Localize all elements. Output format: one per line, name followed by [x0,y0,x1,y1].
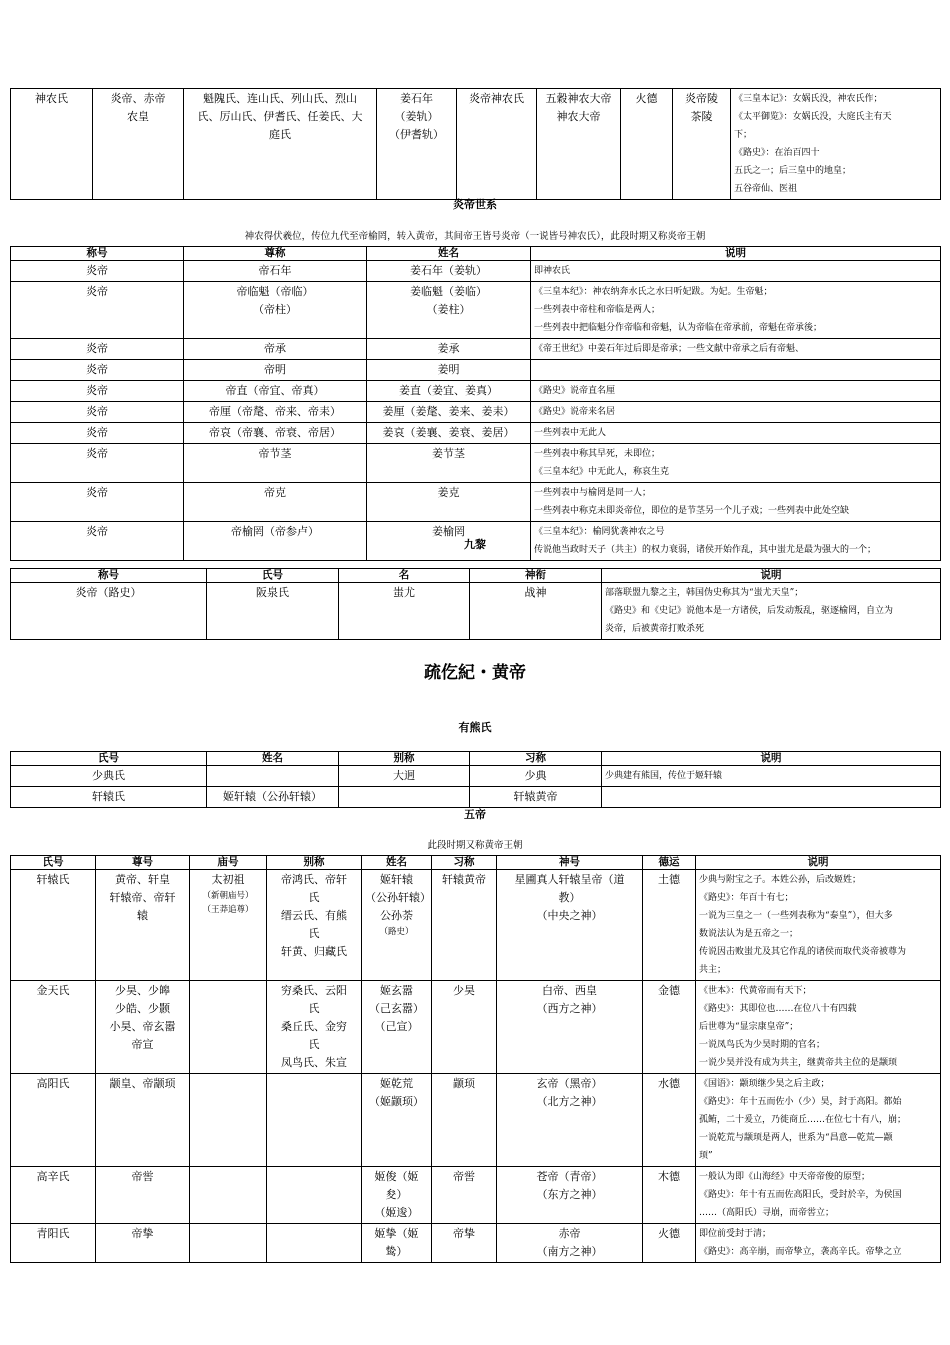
cell-note: 少典与附宝之子。本姓公孙，后改姬姓； 《路史》：年百十有七； 一说为三皇之一（一些列表称为“泰皇”），但大多 数说法认为是五帝之一； 传说因击败蚩尤及其它作乱的诸侯而取代炎帝被尊为 共主； [696,870,941,981]
cell-honorific: 帝厘（帝氂、帝来、帝耒） [184,402,367,423]
cell-honorific: 少昊、少皞 少皓、少颢 小昊、帝玄嚣 帝宣 [96,981,190,1074]
cell-note [602,787,941,808]
cell-note: 一些列表中与榆罔是同一人； 一些列表中称克未即炎帝位，即位的是节茎另一个儿子戏；一些列表中此处空缺 [531,483,941,522]
cell-common-name: 帝挚 [432,1224,497,1263]
column-header: 神衔 [470,569,602,583]
shennong-aliases: 魁隗氏、连山氏、列山氏、烈山 氏、厉山氏、伊耆氏、任姜氏、大 庭氏 [184,89,377,200]
table-row [11,282,941,339]
cell-alias: 穷桑氏、云阳 氏 桑丘氏、金穷 氏 凤鸟氏、朱宣 [267,981,362,1074]
cell-deity-title: 苍帝（青帝） （东方之神） [497,1167,643,1224]
cell-temple-name [190,1074,267,1167]
column-header: 姓名 [362,856,432,870]
cell-clan: 高阳氏 [11,1074,96,1167]
cell-honorific: 帝节茎 [184,444,367,483]
table-header-row [11,856,941,870]
table-row [11,766,941,787]
table-row [11,870,941,981]
cell-name: 姜哀（姜襄、姜衰、姜居） [367,423,531,444]
cell-note: 《路史》说帝直名厘 [531,381,941,402]
cell-name: 姜临魁（姜临） （姜柱） [367,282,531,339]
cell-honorific: 帝明 [184,360,367,381]
cell-note: 《世本》：代黄帝而有天下； 《路史》：其即位也……在位八十有四载 后世尊为“显宗康皇帝”； 一说凤鸟氏为少昊时期的官名； 一说少昊并没有成为共主，继黄帝共主位的是颛顼 [696,981,941,1074]
cell-note: 《国语》：颛顼继少昊之后主政； 《路史》：年十五而佐小（少）昊，封于高阳。都始 孤鲔，二十爰立，乃徙商丘……在位七十有八，崩； 一说乾荒与颛顼是两人，世系为“昌意—乾荒—颛 顼” [696,1074,941,1167]
column-header: 德运 [643,856,696,870]
shennong-note: 《三皇本记》：女娲氏没，神农氏作； 《太平御览》：女娲氏没，大庭氏主有天 下； 《路史》：在治百四十 五氏之一；后三皇中的地皇； 五谷帝仙、医祖 [731,89,941,200]
cell-note: 《三皇本纪》：神农纳奔水氏之水曰听妃跋。为妃。生帝魁； 一些列表中帝柱和帝临是两人； 一些列表中把临魁分作帝临和帝魁，认为帝临在帝承前，帝魁在帝承後； [531,282,941,339]
section-title-jiuli: 九黎 [464,538,486,551]
column-header: 姓名 [367,247,531,261]
cell-name: 姜榆罔 [367,522,531,561]
column-header: 名 [339,569,470,583]
cell-alias [339,787,470,808]
column-header: 说明 [602,752,941,766]
cell-virtue: 土德 [643,870,696,981]
cell-temple-name [190,1167,267,1224]
table-row [11,1074,941,1167]
cell-honorific: 帝临魁（帝临） （帝柱） [184,282,367,339]
cell-deity-title: 白帝、西皇 （西方之神） [497,981,643,1074]
cell-divine-title: 战神 [470,583,602,640]
cell-note: 《路史》说帝来名居 [531,402,941,423]
cell-clan: 青阳氏 [11,1224,96,1263]
cell-clan: 阪泉氏 [207,583,339,640]
yandi-table [10,246,941,561]
cell-title: 炎帝 [11,261,184,282]
column-header: 神号 [497,856,643,870]
column-header: 称号 [11,569,207,583]
column-header: 别称 [339,752,470,766]
cell-title: 炎帝 [11,381,184,402]
cell-title: 炎帝 [11,444,184,483]
cell-note: 一些列表中称其早死，未即位； 《三皇本纪》中无此人，称哀生克 [531,444,941,483]
cell-alias [267,1224,362,1263]
cell-common-name: 轩辕黄帝 [432,870,497,981]
cell-note: 一般认为即《山海经》中天帝帝俊的原型； 《路史》：年十有五而佐高阳氏，受封於辛，为侯国 ……（高阳氏）寻崩，而帝喾立； [696,1167,941,1224]
shennong-virtue: 火德 [621,89,673,200]
table-row [11,402,941,423]
cell-honorific: 帝喾 [96,1167,190,1224]
jiuli-table [10,568,941,640]
wudi-table [10,855,941,1263]
cell-common-name: 颛顼 [432,1074,497,1167]
cell-common-name: 少典 [470,766,602,787]
column-header: 庙号 [190,856,267,870]
shennong-common-name: 炎帝神农氏 [457,89,537,200]
cell-name: 姬轩辕（公孙轩辕） [207,787,339,808]
cell-alias: 大迥 [339,766,470,787]
cell-name: 姜克 [367,483,531,522]
section-desc-wudi: 此段时期又称黄帝王朝 [427,840,523,851]
cell-virtue: 金德 [643,981,696,1074]
table-header-row [11,247,941,261]
cell-title: 炎帝 [11,522,184,561]
table-row [11,787,941,808]
column-header: 氏号 [11,752,207,766]
column-header: 习称 [470,752,602,766]
cell-virtue: 火德 [643,1224,696,1263]
cell-clan: 轩辕氏 [11,870,96,981]
cell-note: 即位前受封于清； 《路史》：高辛崩，而帝挚立，袭高辛氏。帝挚之立 [696,1224,941,1263]
shennong-tomb: 炎帝陵 茶陵 [673,89,731,200]
column-header: 尊称 [184,247,367,261]
cell-common-name: 轩辕黄帝 [470,787,602,808]
cell-title: 炎帝 [11,339,184,360]
column-header: 说明 [696,856,941,870]
table-header-row [11,752,941,766]
cell-name: 姬俊（姬 夋） （姬逡） [362,1167,432,1224]
table-row [11,89,941,200]
section-title-wudi: 五帝 [464,808,486,821]
cell-virtue: 水德 [643,1074,696,1167]
cell-name: 姜厘（姜氂、姜来、姜耒） [367,402,531,423]
table-row [11,444,941,483]
column-header: 氏号 [11,856,96,870]
cell-deity-title: 玄帝（黑帝） （北方之神） [497,1074,643,1167]
shennong-table [10,88,941,200]
section-desc-yandi: 神农得伏羲位，传位九代至帝榆罔，转入黄帝，其间帝王皆号炎帝（一说皆号神农氏），此段时期又称炎帝王朝 [244,231,706,242]
cell-alias [267,1167,362,1224]
cell-note: 部落联盟九黎之主，韩国伪史称其为“蚩尤天皇”； 《路史》和《史记》说他本是一方诸侯，后发动叛乱，驱逐榆罔，自立为 炎帝，后被黄帝打败杀死 [602,583,941,640]
cell-temple-name: 太初祖 （新朝庙号） （王莽追尊） [190,870,267,981]
cell-deity-title: 赤帝 （南方之神） [497,1224,643,1263]
page-title: 疏仡紀・黄帝 [424,663,526,683]
cell-honorific: 帝直（帝宜、帝真） [184,381,367,402]
table-header-row [11,569,941,583]
cell-title: 炎帝（路史） [11,583,207,640]
cell-honorific: 帝哀（帝襄、帝衰、帝居） [184,423,367,444]
cell-name [207,766,339,787]
column-header: 姓名 [207,752,339,766]
cell-honorific: 黄帝、轩皇 轩辕帝、帝轩 辕 [96,870,190,981]
cell-common-name: 少昊 [432,981,497,1074]
shennong-name: 姜石年 （姜轨） （伊耆轨） [377,89,457,200]
cell-note [531,360,941,381]
youxiong-table [10,751,941,808]
cell-honorific: 帝挚 [96,1224,190,1263]
cell-name: 姜承 [367,339,531,360]
shennong-clan: 神农氏 [11,89,93,200]
cell-alias [267,1074,362,1167]
table-row [11,423,941,444]
column-header: 习称 [432,856,497,870]
column-header: 称号 [11,247,184,261]
column-header: 说明 [531,247,941,261]
table-row [11,339,941,360]
cell-title: 炎帝 [11,402,184,423]
cell-clan: 轩辕氏 [11,787,207,808]
cell-common-name: 帝喾 [432,1167,497,1224]
cell-name: 姬挚（姬 鸷） [362,1224,432,1263]
section-title-yandi: 炎帝世系 [453,198,497,211]
cell-alias: 帝鸿氏、帝轩 氏 缙云氏、有熊 氏 轩黄、归藏氏 [267,870,362,981]
cell-note: 一些列表中无此人 [531,423,941,444]
shennong-deity: 五穀神农大帝 神农大帝 [537,89,621,200]
table-row [11,483,941,522]
cell-title: 炎帝 [11,282,184,339]
cell-note: 《三皇本纪》：榆罔犹袭神农之号 传说他当政时天子（共主）的权力衰弱，诸侯开始作乱，其中蚩尤是最为强大的一个； [531,522,941,561]
table-row [11,1167,941,1224]
shennong-title: 炎帝、赤帝 农皇 [93,89,184,200]
cell-honorific: 颛皇、帝颛顼 [96,1074,190,1167]
column-header: 别称 [267,856,362,870]
cell-clan: 金天氏 [11,981,96,1074]
cell-note: 《帝王世纪》中姜石年过后即是帝承；一些文献中帝承之后有帝魁、 [531,339,941,360]
cell-honorific: 帝克 [184,483,367,522]
cell-title: 炎帝 [11,423,184,444]
cell-title: 炎帝 [11,360,184,381]
cell-name: 姜直（姜宜、姜真） [367,381,531,402]
cell-clan: 少典氏 [11,766,207,787]
table-row [11,261,941,282]
table-row [11,360,941,381]
cell-name: 姬玄嚣 （己玄嚣） （己宣） [362,981,432,1074]
table-row [11,1224,941,1263]
section-title-youxiong: 有熊氏 [458,721,492,734]
column-header: 尊号 [96,856,190,870]
cell-title: 炎帝 [11,483,184,522]
cell-virtue: 木德 [643,1167,696,1224]
cell-deity-title: 星圃真人轩辕呈帝（道 教） （中央之神） [497,870,643,981]
table-row [11,381,941,402]
cell-honorific: 帝石年 [184,261,367,282]
cell-clan: 高辛氏 [11,1167,96,1224]
column-header: 氏号 [207,569,339,583]
cell-note: 即神农氏 [531,261,941,282]
cell-name: 姜明 [367,360,531,381]
cell-name: 姜节茎 [367,444,531,483]
column-header: 说明 [602,569,941,583]
cell-honorific: 帝承 [184,339,367,360]
cell-name: 蚩尤 [339,583,470,640]
cell-name: 姬乾荒 （姬颛顼） [362,1074,432,1167]
cell-temple-name [190,1224,267,1263]
table-row [11,583,941,640]
table-row [11,981,941,1074]
cell-name: 姜石年（姜轨） [367,261,531,282]
cell-honorific: 帝榆罔（帝参卢） [184,522,367,561]
cell-name: 姬轩辕 （公孙轩辕） 公孙荼 （路史） [362,870,432,981]
cell-temple-name [190,981,267,1074]
cell-note: 少典建有熊国，传位于姬轩辕 [602,766,941,787]
